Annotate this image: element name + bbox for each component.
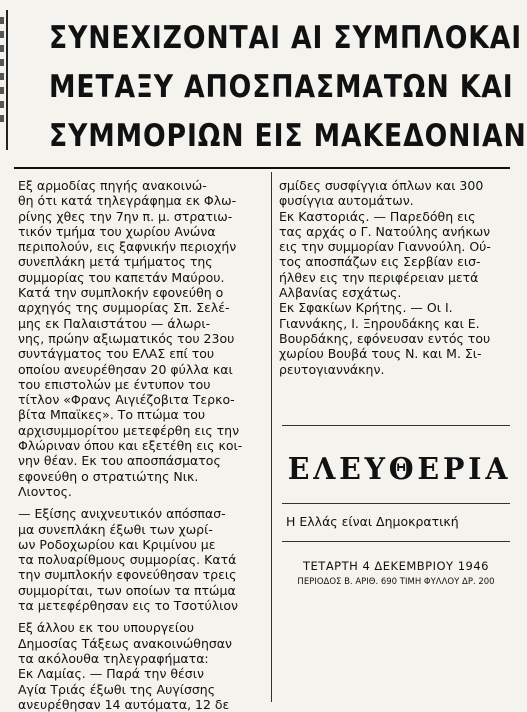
article-line: Κατά την συμπλοκήν εφονεύθη ο — [18, 285, 224, 301]
article-line: νην θέαν. Εκ του αποσπάσματος — [18, 453, 221, 469]
article-line: συμμορίται, των οποίων τα πτώμα — [18, 582, 236, 598]
article-line: φυσίγγια αυτομάτων. — [279, 193, 414, 209]
masthead-issue: ΠΕΡΙΟΔΟΣ Β. ΑΡΙΘ. 690 ΤΙΜΗ ΦΥΛΛΟΥ ΔΡ. 200 — [297, 577, 495, 587]
article-line: τα ακόλουθα τηλεγραφήματα: — [18, 650, 209, 666]
paragraph-gap — [18, 499, 266, 506]
article-line: Εξ αρμοδίας πηγής ανακοινώ- — [18, 178, 207, 193]
page-edge-margin — [0, 10, 8, 150]
article-line: μης εκ Παλαιστάτου — άλωρι- — [18, 315, 211, 331]
article-line: οποίου ανευρέθησαν 20 φύλλα και — [18, 361, 233, 377]
article-line: Γιαννάκης, Ι. Ξηρουδάκης και Ε. — [279, 315, 480, 331]
article-line: ρίνης χθες την 7ην π. μ. στρατιω- — [18, 208, 233, 224]
article-line: Εξ άλλου εκ του υπουργείου — [18, 620, 195, 636]
headline — [14, 14, 527, 161]
headline-line: ΣΥΝΕΧΙΖΟΝΤΑΙ ΑΙ ΣΥΜΠΛΟΚΑΙ — [49, 20, 523, 56]
article-line: σμίδες συσφίγγια όπλων και 300 — [279, 178, 484, 193]
article-line: Εκ Λαμίας. — Παρά την θέσιν — [18, 666, 204, 682]
article-line: Βουρδάκης, εφόνευσαν εντός του — [279, 330, 491, 346]
article-line: μα συνεπλάκη έξωθι των χωρί- — [18, 521, 213, 537]
article-line: τικόν τμήμα του χωρίου Ανώνα — [18, 223, 216, 239]
article-column-left — [18, 178, 266, 712]
article-line: τα μετεφέρθησαν εις το Τσοτύλιον — [18, 598, 239, 614]
paragraph-gap — [18, 613, 266, 620]
article-line: την συμπλοκήν εφονεύθησαν τρεις — [18, 567, 237, 583]
headline-rule — [14, 167, 510, 169]
article-line: εις την συμμορίαν Γιαννούλη. Ού- — [279, 239, 491, 255]
article-line: τα πολυαρίθμους συμμορίας. Κατά — [18, 552, 237, 568]
article-line: ρευτογιαννάκην. — [279, 361, 385, 377]
article-line: θη ότι κατά τηλεγράφημα εκ Φλω- — [18, 193, 237, 209]
article-line: του επιστολών με έντυπον του — [18, 376, 211, 392]
article-line: ανευρέθησαν 14 αυτόματα, 12 δε — [18, 696, 230, 712]
article-line: χωρίου Βουβά τους Ν. και Μ. Σι- — [279, 346, 482, 362]
article-line: αρχισυμμορίτου μετεφέρθη εις την — [18, 422, 240, 438]
article-line: συμμορίας του καπετάν Μαύρου. — [18, 269, 225, 285]
masthead-rule — [282, 425, 510, 426]
article-column-right — [279, 178, 511, 377]
masthead-motto: Η Ελλάς είναι Δημοκρατική — [282, 503, 510, 542]
article-line: συντάγματος του ΕΛΑΣ επί του — [18, 346, 215, 362]
article-line: Εκ Σφακίων Κρήτης. — Οι Ι. — [279, 300, 453, 316]
article-line: Αγία Τριάς έξωθι της Αυγίσσης — [18, 681, 216, 697]
article-line: ων Ροδοχωρίου και Κριμίνου με — [18, 536, 216, 552]
article-line: — Εξίσης ανιχνευτικόν απόσπασ- — [18, 506, 226, 522]
article-line: αρχηγός της συμμορίας Σπ. Σελέ- — [18, 300, 230, 316]
article-line: τας αρχάς ο Γ. Νατούλης ανήκων — [279, 223, 491, 239]
article-line: νης, πρώην αξιωματικός του 23ου — [18, 330, 235, 346]
article-line: Λιοντος. — [18, 483, 72, 499]
article-line: Φλώριναν όπου και εξετέθη εις κοι- — [18, 438, 243, 454]
article-line: βίτα Μπαϊκες». Το πτώμα του — [18, 407, 206, 423]
headline-line: ΜΕΤΑΞΥ ΑΠΟΣΠΑΣΜΑΤΩΝ ΚΑΙ — [49, 69, 514, 105]
article-line: τος αποσπάζων εις Σερβίαν εισ- — [279, 254, 481, 270]
article-line: Εκ Καστοριάς. — Παρεδόθη εις — [279, 208, 476, 224]
article-line: περιπολούν, εις ξαφνικήν περιοχήν — [18, 239, 237, 255]
article-line: ήλθεν εις την περιφέρειαν μετά — [279, 269, 479, 285]
headline-line: ΣΥΜΜΟΡΙΩΝ ΕΙΣ ΜΑΚΕΔΟΝΙΑΝ — [49, 118, 527, 154]
article-line: τίτλον «Φρανς Αιγιέζοβιτα Τερκο- — [18, 392, 235, 408]
masthead-title: ΕΛΕΥΘΕΡΙΑ — [287, 452, 512, 487]
article-line: Δημοσίας Τάξεως ανακοινώθησαν — [18, 635, 233, 651]
article-line: εφονεύθη ο στρατιώτης Νικ. — [18, 468, 199, 484]
masthead-date: ΤΕΤΑΡΤΗ 4 ΔΕΚΕΜΒΡΙΟΥ 1946 — [303, 559, 489, 573]
masthead-box — [282, 425, 510, 587]
article-line: Αλβανίας εσχάτως. — [279, 285, 402, 301]
article-line: συνεπλάκη μετά τμήματος της — [18, 254, 213, 270]
column-divider — [271, 172, 272, 702]
